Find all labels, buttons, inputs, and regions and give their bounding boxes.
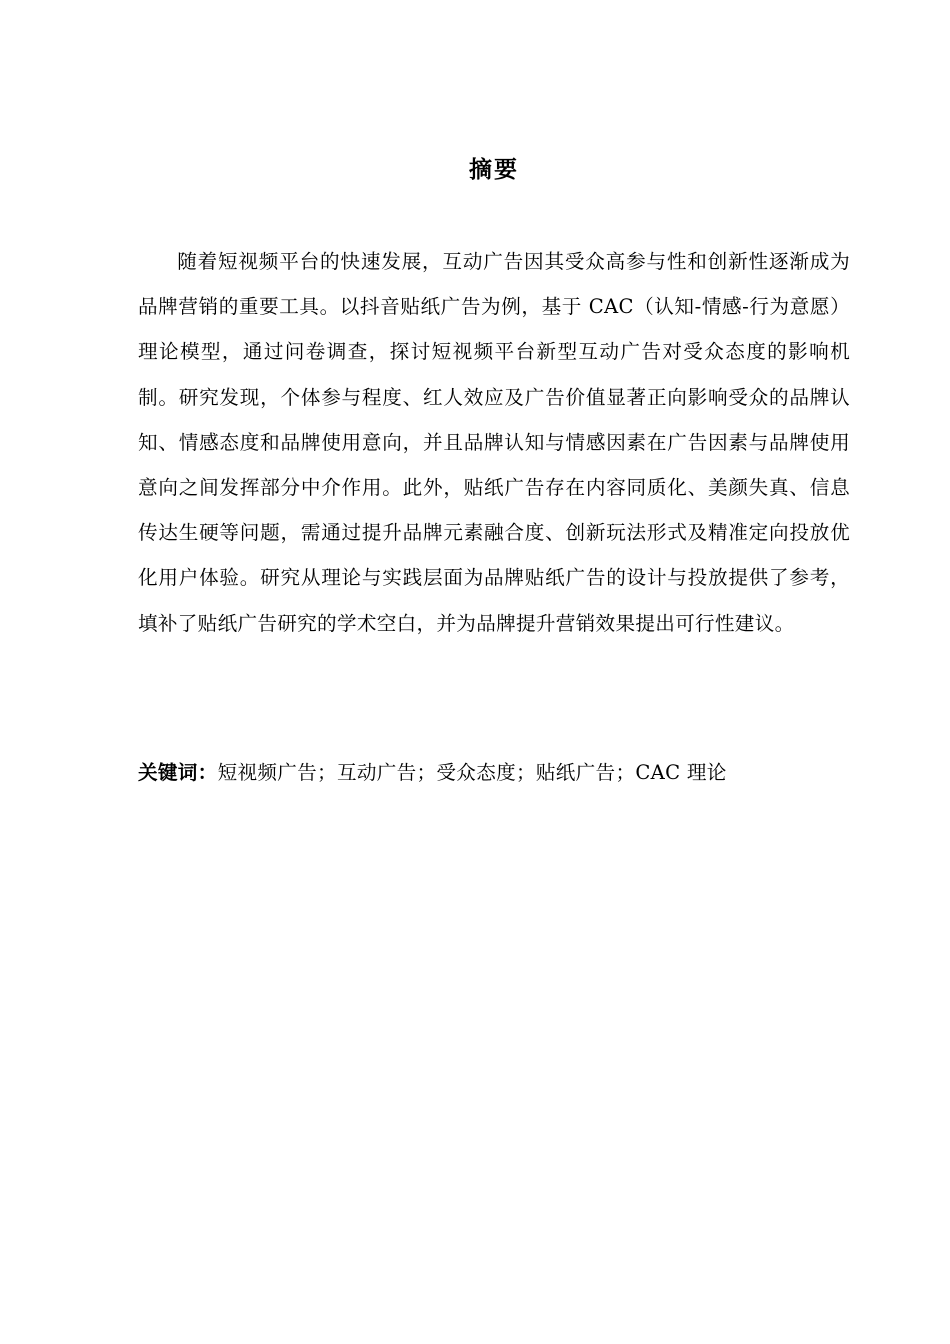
keywords-line — [138, 755, 850, 791]
keywords-label: 关键词： — [138, 761, 218, 784]
page-title: 摘要 — [469, 157, 519, 183]
keywords-text: 短视频广告；互动广告；受众态度；贴纸广告；CAC 理论 — [217, 761, 727, 784]
abstract-paragraph: 随着短视频平台的快速发展，互动广告因其受众高参与性和创新性逐渐成为品牌营销的重要工具。以抖音贴纸广告为例，基于 CAC（认知-情感-行为意愿）理论模型，通过问卷调查，探讨短视频平台新型互动广告对受众态度的影响机制。研究发现，个体参与程度、红人效应及广告价值显著正向影响受众的品牌认知、情感态度和品牌使用意向，并且品牌认知与情感因素在广告因素与品牌使用意向之间发挥部分中介作用。此外，贴纸广告存在内容同质化、美颜失真、信息传达生硬等问题，需通过提升品牌元素融合度、创新玩法形式及精准定向投放优化用户体验。研究从理论与实践层面为品牌贴纸广告的设计与投放提供了参考，填补了贴纸广告研究的学术空白，并为品牌提升营销效果提出可行性建议。 — [138, 250, 850, 635]
